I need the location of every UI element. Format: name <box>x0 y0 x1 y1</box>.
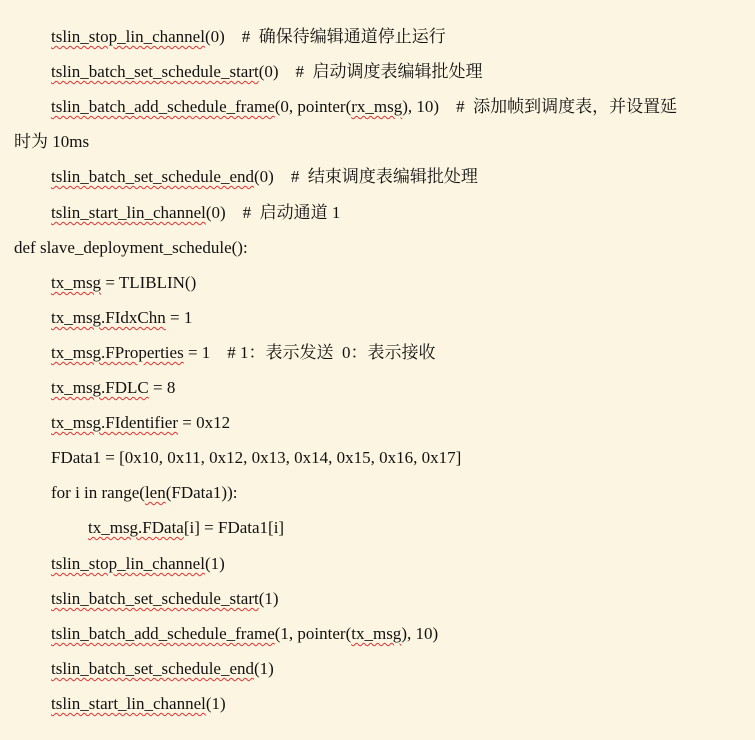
code-text: (1) <box>258 589 279 608</box>
spellcheck-flagged-token: tslin_start_lin_channel <box>51 203 206 222</box>
spellcheck-flagged-token: tslin_batch_set_schedule_start <box>51 62 259 81</box>
code-line <box>51 62 483 82</box>
code-text: FData1 = [0x10, 0x11, 0x12, 0x13, 0x14, 0x15, 0x16, 0x17] <box>51 448 462 467</box>
code-line <box>51 273 196 293</box>
code-text: = 0x12 <box>178 413 231 432</box>
code-text: = 1 <box>165 308 193 327</box>
code-line <box>51 203 340 223</box>
code-text: ), 10) # 添加帧到调度表，并设置延 <box>402 97 678 116</box>
code-line <box>51 167 478 187</box>
code-line <box>51 624 438 644</box>
spellcheck-flagged-token: len <box>144 483 166 502</box>
code-line <box>88 518 284 538</box>
code-text: [i] = FData1[i] <box>183 518 285 537</box>
code-line <box>14 132 89 152</box>
code-line <box>14 238 248 258</box>
code-line <box>51 554 225 574</box>
code-text: ), 10) <box>401 624 439 643</box>
spellcheck-flagged-token: tx_msg.FIdentifier <box>51 413 179 432</box>
code-line <box>51 308 192 328</box>
code-line <box>51 97 677 117</box>
code-text: (FData1)): <box>165 483 238 502</box>
code-line <box>51 694 226 714</box>
code-text: = 1 # 1：表示发送 0：表示接收 <box>183 343 436 362</box>
code-text: (0) # 结束调度表编辑批处理 <box>254 167 478 186</box>
code-line <box>51 343 436 363</box>
spellcheck-flagged-token: tslin_batch_add_schedule_frame <box>51 624 275 643</box>
code-line <box>51 413 230 433</box>
spellcheck-flagged-token: rx_msg <box>351 97 403 116</box>
spellcheck-flagged-token: tx_msg.FIdxChn <box>51 308 166 327</box>
code-text: for i in range( <box>51 483 145 502</box>
code-line <box>51 448 461 468</box>
code-text: (1) <box>254 659 274 678</box>
code-line <box>51 483 237 503</box>
code-line <box>51 659 274 679</box>
code-text: (0) # 启动调度表编辑批处理 <box>258 62 483 81</box>
spellcheck-flagged-token: tx_msg.FData <box>88 518 184 537</box>
code-text: 时为 10ms <box>14 132 90 151</box>
spellcheck-flagged-token: tslin_start_lin_channel <box>51 694 206 713</box>
code-text: (0) # 启动通道 1 <box>205 203 341 222</box>
code-text: (1) <box>205 694 226 713</box>
code-line <box>51 589 279 609</box>
spellcheck-flagged-token: tx_msg.FDLC <box>51 378 149 397</box>
spellcheck-flagged-token: tx_msg <box>351 624 402 643</box>
spellcheck-flagged-token: tx_msg.FProperties <box>51 343 184 362</box>
code-line <box>51 378 175 398</box>
code-line <box>51 27 446 47</box>
spellcheck-flagged-token: tslin_stop_lin_channel <box>51 554 205 573</box>
code-text: = TLIBLIN() <box>101 273 197 292</box>
spellcheck-flagged-token: tslin_batch_add_schedule_frame <box>51 97 275 116</box>
spellcheck-flagged-token: tslin_batch_set_schedule_end <box>51 167 255 186</box>
spellcheck-flagged-token: tslin_stop_lin_channel <box>51 27 205 46</box>
spellcheck-flagged-token: tslin_batch_set_schedule_end <box>51 659 255 678</box>
code-text: (1, pointer( <box>274 624 352 643</box>
code-text: (0) # 确保待编辑通道停止运行 <box>204 27 446 46</box>
code-text: def slave_deployment_schedule(): <box>14 238 248 257</box>
code-text: = 8 <box>148 378 176 397</box>
code-text: (0, pointer( <box>274 97 352 116</box>
code-text: (1) <box>204 554 225 573</box>
spellcheck-flagged-token: tslin_batch_set_schedule_start <box>51 589 259 608</box>
spellcheck-flagged-token: tx_msg <box>51 273 102 292</box>
